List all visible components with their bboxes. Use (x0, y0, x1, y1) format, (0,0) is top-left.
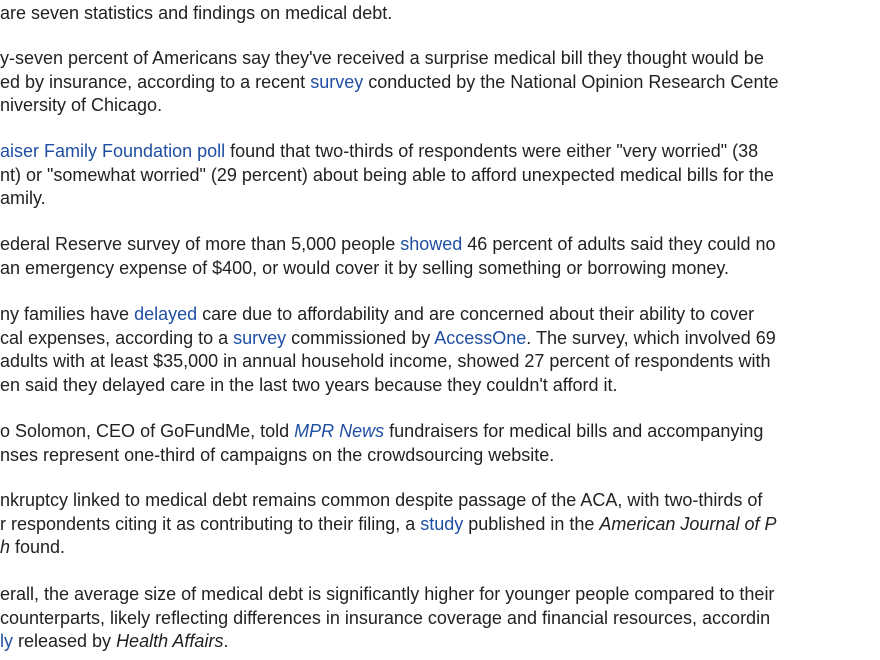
stat-7-line-2: counterparts, likely reflecting differences in insurance coverage and financial resources, accordin (0, 607, 771, 628)
journal-name-cont: h (0, 537, 11, 557)
stat-6-line-2: r respondents citing it as contributing to their filing, a study published in the American Journal of P (0, 513, 777, 534)
stat-paragraph-1 (0, 47, 880, 118)
stat-paragraph-5 (0, 420, 880, 467)
stat-7-line-1: erall, the average size of medical debt is significantly higher for younger people compared to their (0, 584, 775, 604)
stat-4-line-3: adults with at least $35,000 in annual household income, showed 27 percent of respondents with (0, 351, 771, 371)
kaiser-poll-link[interactable]: aiser Family Foundation poll (0, 141, 226, 161)
health-affairs-name: Health Affairs (116, 631, 224, 651)
delayed-link[interactable]: delayed (134, 304, 198, 324)
survey-link[interactable]: survey (310, 71, 364, 92)
stat-paragraph-4 (0, 303, 880, 397)
stat-4-line-4: en said they delayed care in the last two years because they couldn't afford it. (0, 374, 618, 395)
mpr-news-link[interactable]: MPR News (294, 421, 385, 441)
stat-5-line-2: nses represent one-third of campaigns on the crowdsourcing website. (0, 444, 555, 465)
study-link-2[interactable]: ly (0, 631, 13, 651)
stat-6-line-3: h found. (0, 537, 66, 557)
stat-paragraph-7 (0, 583, 880, 654)
stat-4-line-1: ny families have delayed care due to affordability and are concerned about their ability to cover (0, 304, 755, 324)
study-link[interactable]: study (420, 513, 464, 534)
showed-link[interactable]: showed (400, 234, 463, 254)
accessone-link[interactable]: AccessOne (434, 327, 527, 348)
stat-paragraph-3 (0, 233, 880, 280)
stat-1-line-2: ed by insurance, according to a recent survey conducted by the National Opinion Research Cente (0, 71, 779, 92)
stat-2-line-1: aiser Family Foundation poll found that two-thirds of respondents were either "very worried" (38 (0, 141, 759, 161)
stat-3-line-1: ederal Reserve survey of more than 5,000 people showed 46 percent of adults said they could no (0, 234, 776, 254)
intro-paragraph (0, 2, 880, 26)
stat-2-line-2: nt) or "somewhat worried" (29 percent) about being able to afford unexpected medical bills for the (0, 164, 774, 185)
stat-2-line-3: amily. (0, 188, 46, 208)
stat-1-line-1: y-seven percent of Americans say they've received a surprise medical bill they thought would be (0, 48, 764, 68)
stat-6-line-1: nkruptcy linked to medical debt remains common despite passage of the ACA, with two-thirds of (0, 490, 763, 510)
stat-3-line-2: an emergency expense of $400, or would cover it by selling something or borrowing money. (0, 257, 730, 278)
stat-5-line-1: o Solomon, CEO of GoFundMe, told MPR News fundraisers for medical bills and accompanying (0, 421, 764, 441)
journal-name: American Journal of P (599, 513, 777, 534)
stat-4-line-2: cal expenses, according to a survey commissioned by AccessOne. The survey, which involved 69 (0, 327, 776, 348)
survey-link-2[interactable]: survey (233, 327, 287, 348)
stat-paragraph-6 (0, 489, 880, 560)
intro-text: are seven statistics and findings on medical debt. (0, 3, 393, 23)
stat-paragraph-2 (0, 140, 880, 211)
stat-1-line-3: niversity of Chicago. (0, 95, 163, 115)
stat-7-line-3: ly released by Health Affairs. (0, 631, 229, 651)
